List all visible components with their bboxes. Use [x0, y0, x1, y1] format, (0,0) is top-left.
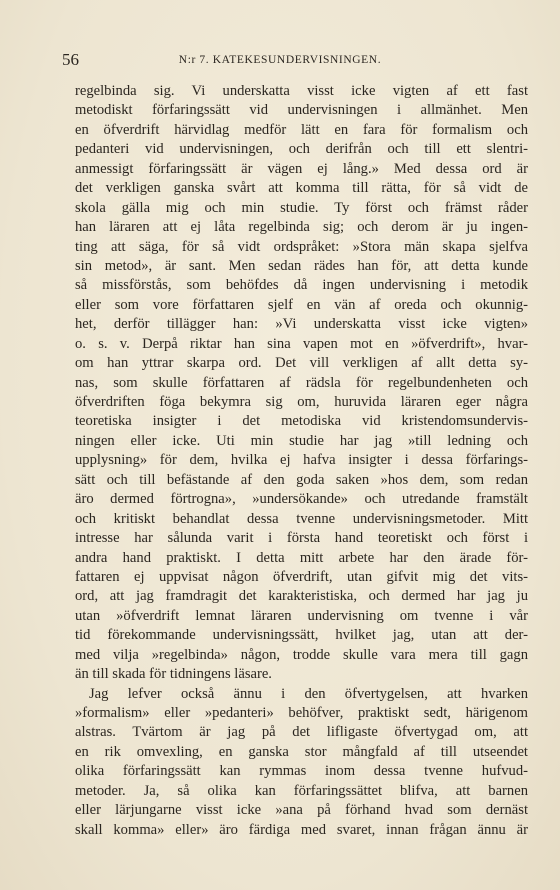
text-line: än till skada för tidningens läsare. — [75, 666, 272, 683]
running-title: N:r 7. KATEKESUNDERVISNINGEN. — [178, 54, 382, 66]
text-line: eller lärjungarne visst icke »ana på förhand hvad som dernäst — [75, 802, 528, 819]
text-line: så missförstås, som behöfdes då ingen undervisning i metodik — [75, 277, 528, 294]
text-line: regelbinda sig. Vi underskatta visst icke vigten af ett fast — [75, 83, 528, 99]
text-line: äro dermed förtrogna», »undersökande» och utredande framstält — [75, 491, 528, 508]
text-line: het, derför tillägger han: »Vi underskatta visst icke vigten» — [75, 316, 528, 333]
page-header — [62, 50, 498, 70]
text-line: sin metod», är sant. Men sedan rädes han för, att detta kunde — [75, 257, 528, 274]
text-line: nas, som skulle författaren af rädsla för regelbundenheten och — [75, 374, 528, 391]
text-line: skola gälla mig och min studie. Ty först och främst råder — [75, 199, 528, 216]
text-line: o. s. v. Derpå riktar han sina vapen mot en »öfverdrift», hvar- — [75, 335, 528, 352]
text-line: teoretiska insigter i det metodiska vid kristendomsundervis- — [75, 413, 528, 430]
text-line: pedanteri vid undervisningen, och derifrån och till ett slentri- — [75, 141, 528, 158]
text-line: utan »öfverdrift lemnat läraren undervisning om tvenne i vår — [75, 607, 528, 624]
text-line: upplysning» för dem, hvilka ej hafva insigter i dessa förfarings- — [75, 452, 528, 469]
text-line: ord, att jag framdragit det karakteristiska, och dermed har jag ju — [75, 588, 528, 605]
text-line: tid förekommande undervisningssätt, hvilket jag, utan att der- — [75, 627, 528, 644]
text-line: »formalism» eller »pedanteri» behöfver, praktiskt sedt, härigenom — [75, 705, 528, 721]
text-line: skall komma» eller» äro färdiga med svaret, innan frågan ännu är — [75, 821, 528, 838]
text-line: anmessigt förfaringssätt är vägen ej lång.» Med dessa ord är — [75, 160, 528, 177]
text-line: ting att säga, för så vidt ordspråket: »Stora män skapa sjelfva — [75, 238, 528, 255]
text-line: en öfverdrift härvidlag medför lätt en fara för formalism och — [75, 121, 528, 138]
text-line: öfverdriften föga bekymra sig om, huruvida läraren eger några — [75, 394, 528, 410]
text-line: Jag lefver också ännu i den öfvertygelsen, att hvarken — [89, 685, 528, 702]
text-line: och kritiskt behandlat dessa tvenne undervisningsmetoder. Mitt — [75, 510, 528, 527]
text-line: intresse har sålunda varit i första hand teoretiskt och först i — [75, 530, 528, 547]
text-line: med vilja »regelbinda» någon, trodde skulle vara mera till gagn — [75, 646, 528, 663]
text-line: olika förfaringssätt kan rymmas inom dessa tvenne hufvud- — [75, 763, 528, 780]
text-line: han läraren att ej låta regelbinda sig; och derom är ju ingen- — [75, 219, 528, 236]
text-line: metoder. Ja, så olika kan förfaringssättet blifva, att barnen — [75, 782, 528, 799]
body-text — [75, 82, 528, 840]
page-number: 56 — [62, 50, 79, 69]
text-line: det verkligen ganska svårt att komma till rätta, för så vidt de — [75, 180, 528, 197]
text-line: en rik omvexling, en ganska stor mångfald af till utseendet — [75, 743, 528, 760]
text-line: eller som vore författaren sjelf en vän af oreda och okunnig- — [75, 296, 528, 313]
text-line: sätt och till befästande af den goda saken »hos dem, som redan — [75, 471, 528, 488]
text-line: fattaren ej uppvisat någon öfverdrift, utan gifvit mig det vits- — [75, 568, 528, 585]
text-line: andra hand praktiskt. I detta mitt arbete har den ärade för- — [75, 549, 528, 566]
text-line: alstras. Tvärtom är jag på det lifligaste öfvertygad om, att — [75, 724, 528, 741]
text-line: om han yttrar skarpa ord. Det vill verkligen af allt detta sy- — [75, 355, 528, 372]
text-line: ningen eller icke. Uti min studie har jag »till ledning och — [75, 432, 528, 449]
text-line: metodiskt förfaringssätt vid undervisningen i allmänhet. Men — [75, 102, 528, 119]
